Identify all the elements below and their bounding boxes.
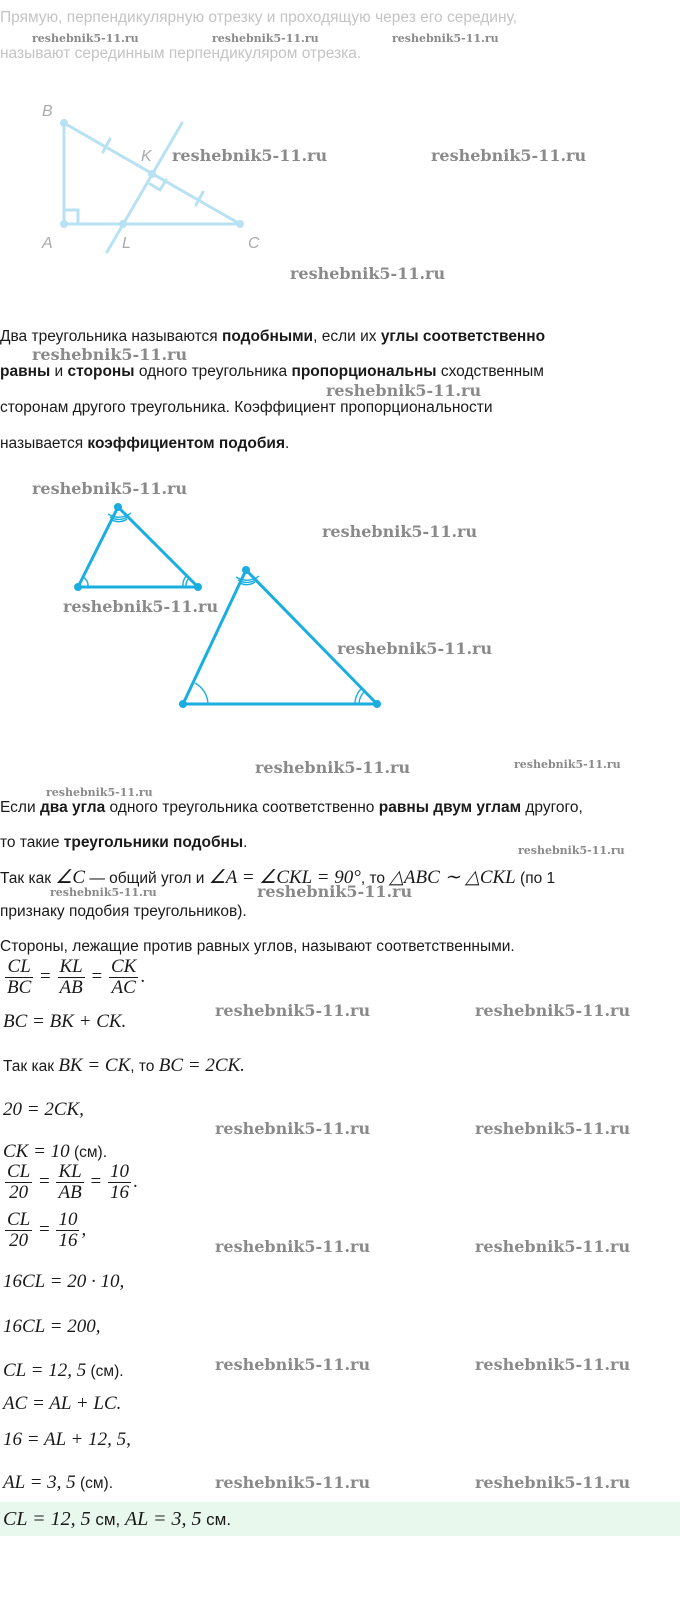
watermark: reshebnik5-11.ru: [215, 1237, 371, 1256]
intro-line-1: Прямую, перпендикулярную отрезку и проходящую через его середину,: [0, 9, 518, 26]
watermark: reshebnik5-11.ru: [326, 381, 482, 400]
point-K: [148, 170, 156, 178]
label-B: B: [42, 103, 53, 120]
watermark: reshebnik5-11.ru: [392, 32, 499, 45]
watermark: reshebnik5-11.ru: [518, 844, 625, 857]
label-K: K: [141, 148, 152, 165]
watermark: reshebnik5-11.ru: [257, 882, 413, 901]
definition-line-2: равны и стороны одного треугольника пропорциональны сходственным: [0, 363, 544, 380]
large-triangle: [183, 570, 377, 704]
watermark: reshebnik5-11.ru: [215, 1001, 371, 1020]
watermark: reshebnik5-11.ru: [514, 758, 621, 771]
reasoning-line-1: Так как ∠C — общий угол и ∠A = ∠CKL = 90°, то △ABC ∼ △CKL (по 1: [0, 867, 556, 888]
line-bk: Так как BK = CK, то BC = 2CK.: [3, 1055, 245, 1076]
watermark: reshebnik5-11.ru: [50, 886, 157, 899]
point-A: [60, 220, 68, 228]
watermark: reshebnik5-11.ru: [215, 1119, 371, 1138]
right-angle-K: [150, 180, 166, 190]
watermark: reshebnik5-11.ru: [46, 786, 153, 799]
proportion-3: $\frac{CL}{20}$ = $\frac{10}{16}$ ,: [7, 1209, 87, 1251]
answer-line: CL = 12, 5 см, AL = 3, 5 см.: [3, 1508, 232, 1530]
watermark: reshebnik5-11.ru: [475, 1355, 631, 1374]
reasoning-line-3: Стороны, лежащие против равных углов, называют соответственными.: [0, 938, 515, 955]
watermark: reshebnik5-11.ru: [475, 1473, 631, 1492]
eq-al: AL = 3, 5 (см).: [3, 1472, 113, 1493]
eq-200: 16CL = 200,: [3, 1316, 101, 1337]
label-L: L: [122, 235, 131, 252]
watermark: reshebnik5-11.ru: [322, 522, 478, 541]
watermark: reshebnik5-11.ru: [32, 479, 188, 498]
intro-line-2: называют серединным перпендикуляром отрезка.: [0, 45, 362, 62]
point-B: [60, 119, 68, 127]
watermark: reshebnik5-11.ru: [475, 1001, 631, 1020]
definition-line-3: сторонам другого треугольника. Коэффициент пропорциональности: [0, 399, 493, 416]
watermark: reshebnik5-11.ru: [32, 345, 188, 364]
watermark: reshebnik5-11.ru: [63, 597, 219, 616]
eq-ck: CK = 10 (см).: [3, 1141, 108, 1162]
point-C: [236, 220, 244, 228]
bisector-line: [107, 123, 182, 252]
watermark: reshebnik5-11.ru: [475, 1237, 631, 1256]
label-C: C: [248, 235, 260, 252]
watermark: reshebnik5-11.ru: [172, 146, 328, 165]
criterion-line-1: Если два угла одного треугольника соответственно равны двум углам другого,: [0, 799, 583, 816]
reasoning-line-2: признаку подобия треугольников).: [0, 903, 247, 920]
proportion-2: $\frac{CL}{20}$ = $\frac{KL}{AB}$ = $\frac{10}{16}$ .: [7, 1161, 138, 1203]
watermark: reshebnik5-11.ru: [212, 32, 319, 45]
eq-16: 16 = AL + 12, 5,: [3, 1429, 131, 1450]
definition-line-4: называется коэффициентом подобия.: [0, 435, 290, 452]
eq-16cl: 16CL = 20 · 10,: [3, 1271, 125, 1292]
eq-ac: AC = AL + LC.: [3, 1393, 122, 1414]
proportion-1: $\frac{CL}{BC}$ = $\frac{KL}{AB}$ = $\frac{CK}{AC}$ .: [7, 956, 146, 998]
eq-bc: BC = BK + CK.: [3, 1011, 127, 1032]
figure-perpendicular-bisector: [0, 90, 300, 260]
watermark: reshebnik5-11.ru: [290, 264, 446, 283]
criterion-line-2: то такие треугольники подобны.: [0, 834, 248, 851]
watermark: reshebnik5-11.ru: [215, 1355, 371, 1374]
watermark: reshebnik5-11.ru: [215, 1473, 371, 1492]
watermark: reshebnik5-11.ru: [255, 758, 411, 777]
definition-line-1: Два треугольника называются подобными, если их углы соответственно: [0, 328, 546, 345]
eq-cl: CL = 12, 5 (см).: [3, 1360, 124, 1381]
watermark: reshebnik5-11.ru: [431, 146, 587, 165]
label-A: A: [42, 235, 53, 252]
watermark: reshebnik5-11.ru: [32, 32, 139, 45]
small-triangle: [78, 507, 198, 587]
eq-20: 20 = 2CK,: [3, 1099, 84, 1120]
watermark: reshebnik5-11.ru: [337, 639, 493, 658]
watermark: reshebnik5-11.ru: [475, 1119, 631, 1138]
point-L: [119, 220, 127, 228]
